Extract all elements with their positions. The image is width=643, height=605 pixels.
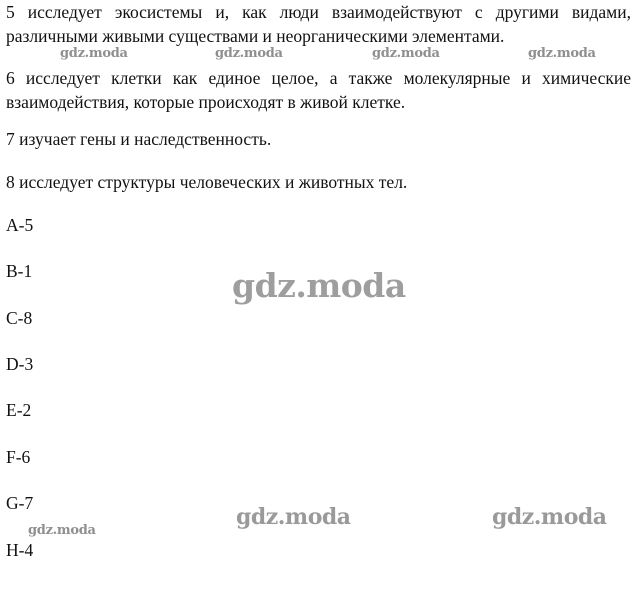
paragraph-5: 5 исследует экосистемы и, как люди взаимодействуют с другими видами, различными живыми существами и неорганическими элементами. xyxy=(6,2,631,46)
answer-g: G-7 xyxy=(6,493,34,513)
answer-c: C-8 xyxy=(6,308,33,328)
watermark: gdz.moda xyxy=(28,523,96,538)
paragraph-8: 8 исследует структуры человеческих и животных тел. xyxy=(6,172,408,192)
paragraph-7: 7 изучает гены и наследственность. xyxy=(6,129,272,149)
answer-f: F-6 xyxy=(6,447,31,467)
watermark: gdz.moda xyxy=(215,46,283,61)
answer-d: D-3 xyxy=(6,354,34,374)
watermark: gdz.moda xyxy=(528,46,596,61)
watermark: gdz.moda xyxy=(492,504,607,530)
watermark-large: gdz.moda xyxy=(232,266,406,305)
watermark: gdz.moda xyxy=(236,504,351,530)
watermark: gdz.moda xyxy=(60,46,128,61)
paragraph-6: 6 исследует клетки как единое целое, а также молекулярные и химические взаимодействия, которые происходят в живой клетке. xyxy=(6,68,631,112)
watermark: gdz.moda xyxy=(372,46,440,61)
answer-h: H-4 xyxy=(6,540,34,560)
answer-e: E-2 xyxy=(6,400,32,420)
answer-b: B-1 xyxy=(6,261,33,281)
answer-a: A-5 xyxy=(6,215,34,235)
